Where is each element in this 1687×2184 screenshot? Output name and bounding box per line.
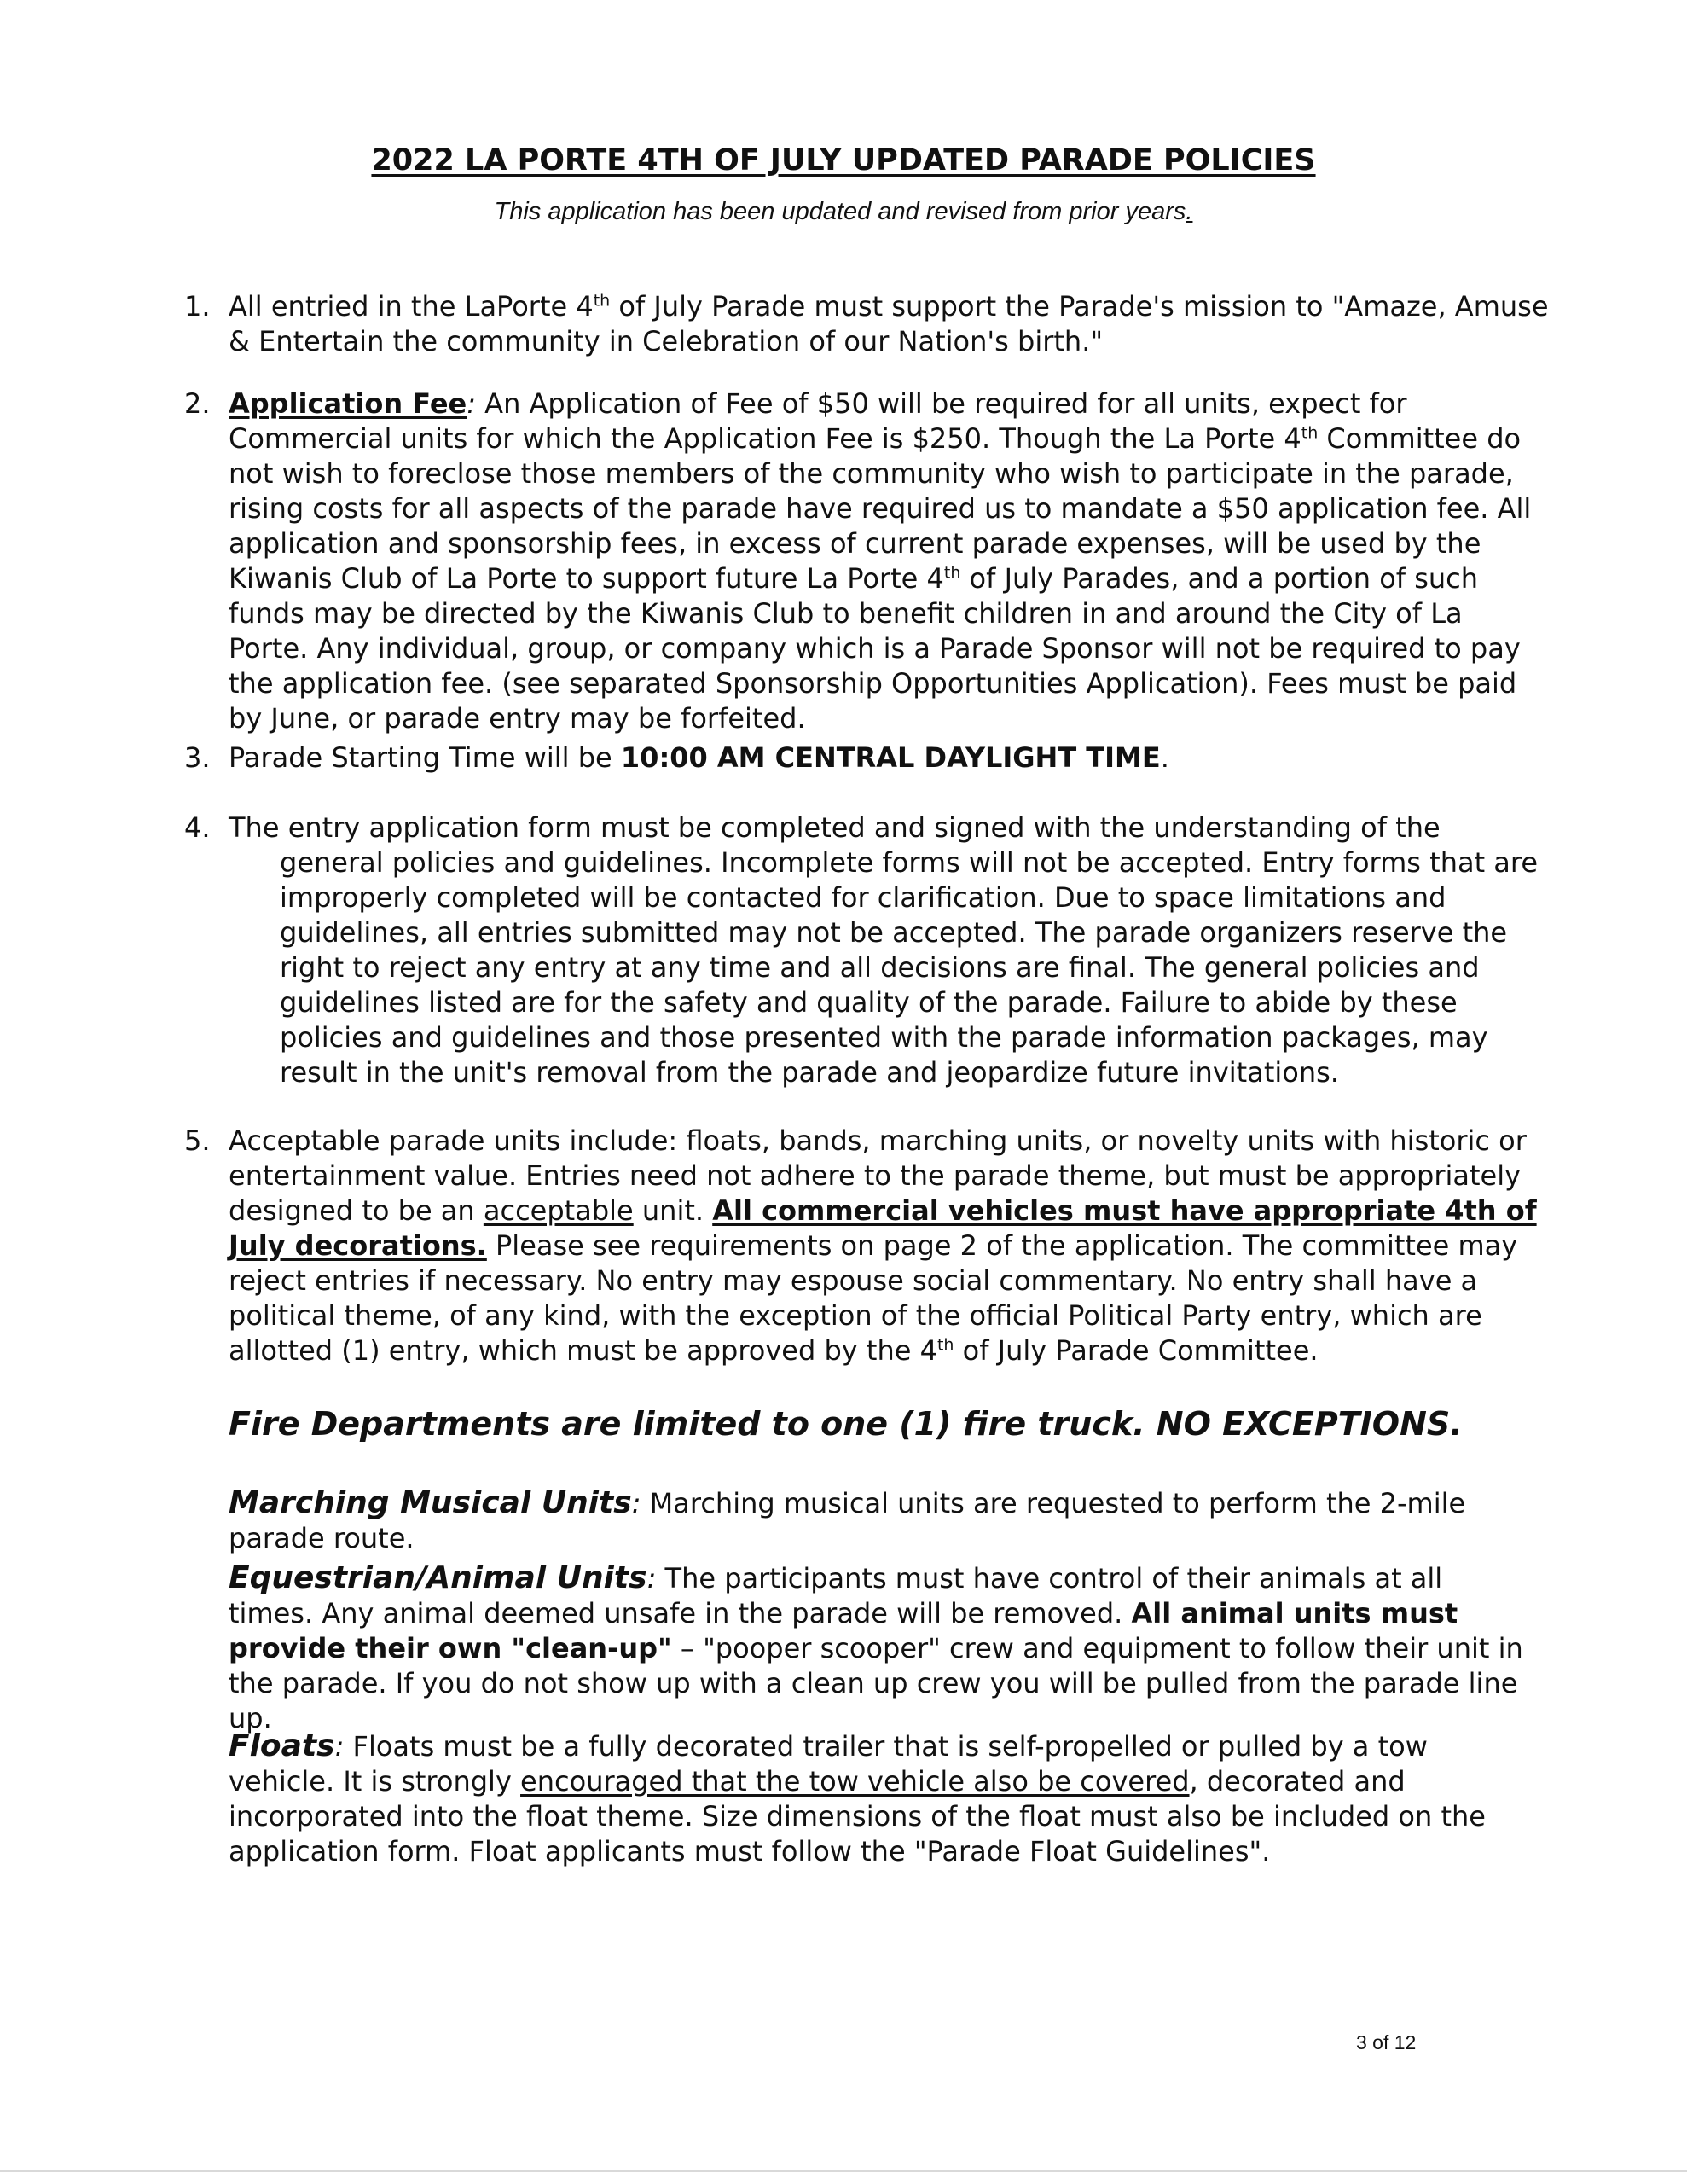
policy-item-5 — [184, 1124, 1549, 1368]
floats-section — [229, 1728, 1525, 1869]
policy-item-3 — [184, 741, 1549, 775]
item-number: 4. — [184, 811, 211, 844]
page-subtitle — [0, 198, 1687, 226]
item-body — [229, 289, 1549, 359]
equestrian-units-section — [229, 1560, 1525, 1736]
start-time: 10:00 AM CENTRAL DAYLIGHT TIME — [620, 741, 1161, 774]
fire-departments-notice — [229, 1407, 1525, 1443]
policy-item-2 — [184, 386, 1549, 736]
item-body — [229, 386, 1549, 736]
item-body: The entry application form must be completed and signed with the understanding of the general policies and guidelines. Incomplete forms will not be accepted. Entry forms that are improperly completed will be contacted for clarification. Due to space limitations and guidelines, all entries submitted may not be accepted. The parade organizers reserve the right to reject any entry at any time and all decisions are final. The general policies and guidelines listed are for the safety and quality of the parade. Failure to abide by these policies and guidelines and those presented with the parade information packages, may result in the unit's removal from the parade and jeopardize future invitations. — [229, 811, 1539, 1089]
superscript: th — [593, 291, 611, 311]
acceptable-underlined: acceptable — [483, 1194, 634, 1227]
page-title: 2022 LA PORTE 4TH OF JULY UPDATED PARADE POLICIES — [371, 143, 1316, 177]
page-number: 3 of 12 — [1356, 2031, 1417, 2053]
label-colon: : — [467, 387, 476, 420]
item-text: All entried in the LaPorte 4 — [229, 290, 594, 322]
subtitle-end: . — [1186, 198, 1193, 225]
item-body — [229, 1124, 1549, 1368]
item-text: of July Parades, and a portion of such funds may be directed by the Kiwanis Club to benefit children in and around the City of La Porte. Any individual, group, or company which is a Parade Sponsor will not be required to pay the application fee. (see separated Sponsorship Opportunities Application). Fees must be paid by June, or parade entry may be forfeited. — [229, 562, 1521, 735]
item-text: Parade Starting Time will be — [229, 741, 621, 774]
heading-colon: : — [334, 1730, 345, 1763]
section-heading: Marching Musical Units — [229, 1485, 632, 1520]
item-text: Acceptable parade units include: floats, bands, marching units, or novelty units with historic or entertainment value. Entries need not adhere to the parade theme, but must be appropriately designed to be an — [229, 1124, 1527, 1227]
policy-item-4 — [184, 810, 1549, 1090]
section-text: The participants must have control of their animals at all times. Any animal deemed unsafe in the parade will be removed. — [229, 1562, 1443, 1629]
subtitle-text: This application has been updated and revised from prior years — [494, 198, 1186, 225]
superscript: th — [936, 1335, 954, 1355]
policy-item-1 — [184, 289, 1549, 359]
item-text: . — [1160, 741, 1169, 774]
fire-notice-text: Fire Departments are limited to one (1) fire truck. NO EXCEPTIONS. — [229, 1405, 1463, 1443]
item-number: 2. — [184, 387, 211, 420]
heading-colon: : — [631, 1487, 641, 1519]
marching-units-section — [229, 1485, 1525, 1556]
item-number: 1. — [184, 290, 211, 322]
cleanup-requirement: All animal units must provide their own "clean-up" — [229, 1597, 1458, 1664]
item-text: Committee do not wish to foreclose those members of the community who wish to participate in the parade, rising costs for all aspects of the parade have required us to mandate a $50 application fee. All application and sponsorship fees, in excess of current parade expenses, will be used by the Kiwanis Club of La Porte to support future La Porte 4 — [229, 422, 1532, 595]
application-fee-label: Application Fee — [229, 387, 467, 420]
heading-colon: : — [646, 1562, 657, 1594]
item-text: Please see requirements on page 2 of the application. The committee may reject entries if necessary. No entry may espouse social commentary. No entry shall have a political theme, of any kind, with the exception of the official Political Party entry, which are allotted (1) entry, which must be approved by the 4 — [229, 1229, 1518, 1367]
section-text: , decorated and incorporated into the float theme. Size dimensions of the float must also be included on the application form. Float applicants must follow the "Parade Float Guidelines". — [229, 1765, 1486, 1867]
tow-vehicle-underlined: encouraged that the tow vehicle also be covered — [520, 1765, 1190, 1798]
superscript: th — [1301, 423, 1319, 443]
section-text: Floats must be a fully decorated trailer that is self-propelled or pulled by a tow vehicle. It is strongly — [229, 1730, 1428, 1798]
superscript: th — [943, 563, 961, 583]
item-number: 3. — [184, 741, 211, 774]
scan-edge-line — [0, 2170, 1687, 2172]
section-heading: Floats — [229, 1728, 335, 1763]
item-text: of July Parade must support the Parade's mission to "Amaze, Amuse & Entertain the community in Celebration of our Nation's birth." — [229, 290, 1549, 357]
item-text: of July Parade Committee. — [954, 1334, 1319, 1367]
item-text: An Application of Fee of $50 will be required for all units, expect for Commercial units for which the Application Fee is $250. Though the La Porte 4 — [229, 387, 1407, 455]
section-text: – "pooper scooper" crew and equipment to follow their unit in the parade. If you do not show up with a clean up crew you will be pulled from the parade line up. — [229, 1632, 1523, 1734]
item-text: unit. — [633, 1194, 713, 1227]
item-body — [229, 741, 1549, 775]
item-number: 5. — [184, 1124, 211, 1157]
commercial-vehicles-notice: All commercial vehicles must have appropriate 4th of July decorations. — [229, 1194, 1537, 1262]
section-heading: Equestrian/Animal Units — [229, 1560, 647, 1595]
section-text: Marching musical units are requested to perform the 2-mile parade route. — [229, 1487, 1466, 1554]
